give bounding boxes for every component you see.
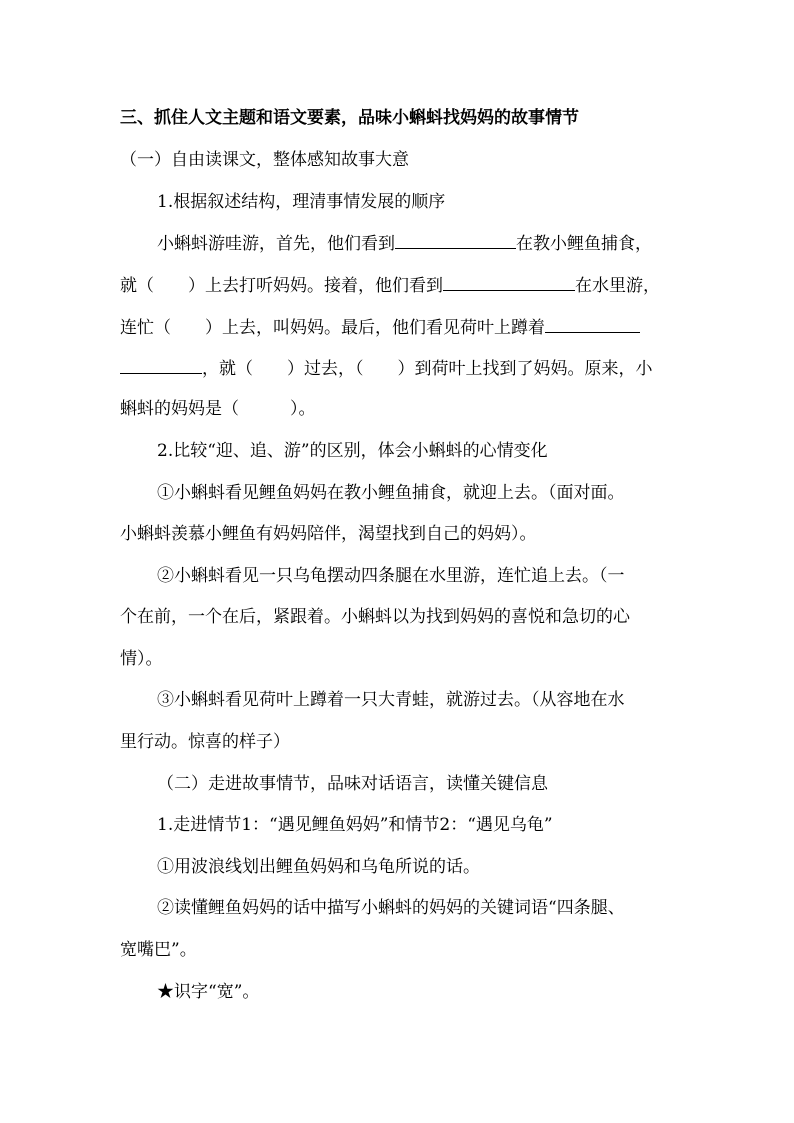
q1-line-3-text-a: 连忙（ ）上去，叫妈妈。最后，他们看见荷叶上蹲着 (120, 318, 545, 338)
q1-line-3 (120, 315, 680, 339)
fill-blank-2[interactable] (443, 273, 575, 291)
fill-blank-3a[interactable] (545, 315, 640, 333)
q1-line-1-text-b: 在教小鲤鱼捕食， (516, 234, 652, 254)
q1-line-2-text-b: 在水里游， (575, 276, 660, 296)
part2-step-1: ①用波浪线划出鲤鱼妈妈和乌龟所说的话。 (157, 857, 480, 877)
q1-title: 1.根据叙述结构，理清事情发展的顺序 (157, 192, 446, 212)
fill-blank-1[interactable] (395, 231, 516, 249)
q2-item-2-a: ②小蝌蚪看见一只乌龟摆动四条腿在水里游，连忙追上去。（一 (157, 566, 625, 586)
q1-line-5: 蝌蚪的妈妈是（ ）。 (120, 399, 316, 419)
q1-line-1-text-a: 小蝌蚪游哇游，首先，他们看到 (157, 234, 395, 254)
section-title: 三、抓住人文主题和语文要素，品味小蝌蚪找妈妈的故事情节 (120, 108, 579, 128)
q2-item-1-a: ①小蝌蚪看见鲤鱼妈妈在教小鲤鱼捕食，就迎上去。（面对面。 (157, 483, 625, 503)
q2-item-2-c: 情）。 (120, 649, 163, 669)
part2-q1-title: 1.走进情节1：“遇见鲤鱼妈妈”和情节2：“遇见乌龟” (157, 815, 553, 835)
part2-step-2-a: ②读懂鲤鱼妈妈的话中描写小蝌蚪的妈妈的关键词语“四条腿、 (157, 898, 625, 918)
q2-title: 2.比较“迎、追、游”的区别，体会小蝌蚪的心情变化 (157, 441, 548, 461)
part2-step-2-b: 宽嘴巴”。 (120, 940, 197, 960)
fill-blank-3b[interactable] (120, 356, 202, 374)
q1-line-4 (120, 356, 680, 380)
part2-title: （二）走进故事情节，品味对话语言，读懂关键信息 (157, 774, 548, 794)
q2-item-3-b: 里行动。惊喜的样子） (120, 732, 290, 752)
q1-line-1 (157, 231, 680, 255)
q2-item-3-a: ③小蝌蚪看见荷叶上蹲着一只大青蛙，就游过去。（从容地在水 (157, 690, 625, 710)
part1-title: （一）自由读课文，整体感知故事大意 (120, 150, 409, 170)
q1-line-2 (120, 273, 680, 297)
part2-step-3: ★识字“宽”。 (157, 982, 260, 1002)
q1-line-4-text-b: ，就（ ）过去，（ ）到荷叶上找到了妈妈。原来，小 (202, 359, 653, 379)
q1-line-2-text-a: 就（ ）上去打听妈妈。接着，他们看到 (120, 276, 443, 296)
q2-item-1-b: 小蝌蚪羡慕小鲤鱼有妈妈陪伴，渴望找到自己的妈妈）。 (120, 524, 537, 544)
q2-item-2-b: 个在前，一个在后，紧跟着。小蝌蚪以为找到妈妈的喜悦和急切的心 (120, 607, 630, 627)
